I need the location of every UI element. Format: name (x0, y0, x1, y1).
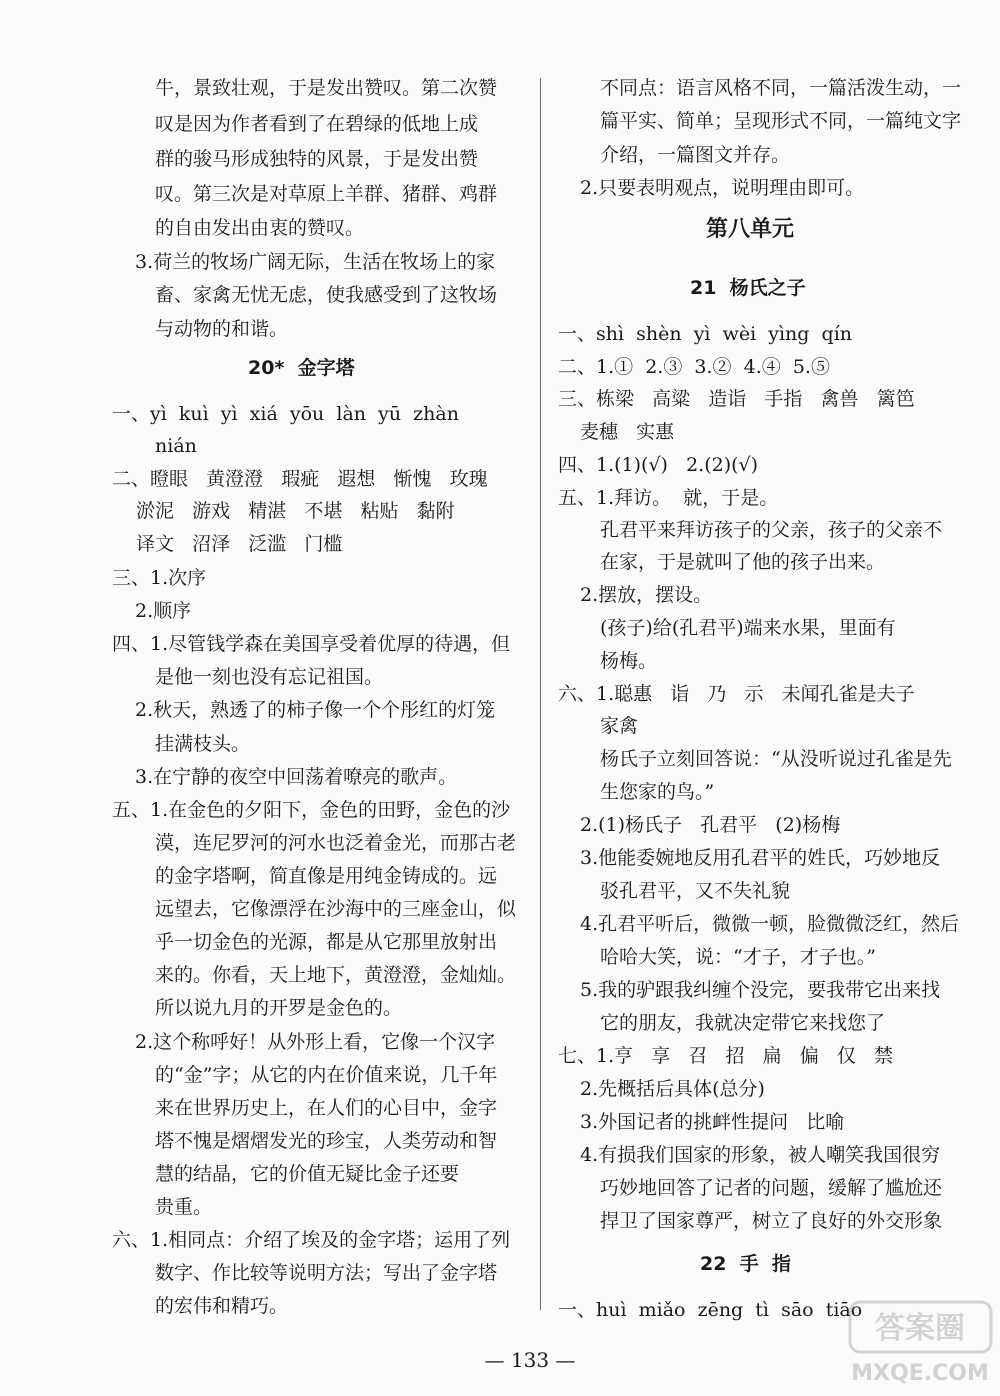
lesson-heading: 21 杨氏之子 (690, 277, 806, 299)
lesson-heading: 20* 金字塔 (248, 357, 355, 379)
text-line: 2.(1)杨氏子 孔君平 (2)杨梅 (580, 814, 841, 836)
text-line: 四、1.尽管钱学森在美国享受着优厚的待遇，但 (112, 633, 511, 655)
column-divider (540, 78, 541, 1310)
text-line: 麦穗 实惠 (580, 421, 675, 443)
unit-heading: 第八单元 (706, 217, 795, 242)
text-line: 的自由发出由衷的赞叹。 (155, 217, 365, 239)
text-line: 来在世界历史上，在人们的心目中，金字 (155, 1097, 498, 1119)
text-line: 篇平实、简单；呈现形式不同，一篇纯文字 (600, 110, 962, 132)
text-line: 5.我的驴跟我纠缠个没完，要我带它出来找 (580, 979, 941, 1001)
text-line: 叹。第三次是对草原上羊群、猪群、鸡群 (155, 183, 498, 205)
text-line: 杨氏子立刻回答说：“从没听说过孔雀是先 (600, 748, 952, 770)
text-line: nián (155, 435, 197, 457)
text-line: 3.荷兰的牧场广阔无际，生活在牧场上的家 (135, 251, 496, 273)
text-line: 在家，于是就叫了他的孩子出来。 (600, 551, 886, 573)
text-line: 远望去，它像漂浮在沙海中的三座金山，似 (155, 898, 517, 920)
text-line: 介绍，一篇图文并存。 (600, 144, 791, 166)
text-line: 译文 沼泽 泛滥 门槛 (136, 533, 343, 555)
text-line: 四、1.(1)(√) 2.(2)(√) (558, 454, 759, 476)
text-line: 淤泥 游戏 精湛 不堪 粘贴 黏附 (136, 500, 455, 522)
text-line: 三、1.次序 (112, 567, 207, 589)
text-line: 六、1.相同点：介绍了埃及的金字塔；运用了列 (112, 1229, 511, 1251)
text-line: 叹是因为作者看到了在碧绿的低地上成 (155, 113, 479, 135)
text-line: 畜、家禽无忧无虑，使我感受到了这牧场 (155, 284, 498, 306)
text-line: (孩子)给(孔君平)端来水果，里面有 (600, 617, 896, 639)
text-line: 一、yì kuì yì xiá yōu làn yū zhàn (112, 403, 459, 425)
page-number: — 133 — (484, 1348, 576, 1372)
text-line: 它的朋友，我就决定带它来找您了 (600, 1012, 886, 1034)
text-line: 2.秋天，熟透了的柿子像一个个彤红的灯笼 (135, 699, 496, 721)
text-line: 4.有损我们国家的形象，被人嘲笑我国很穷 (580, 1144, 941, 1166)
text-line: 五、1.拜访。 就，于是。 (558, 487, 779, 509)
text-line: 的金字塔啊，简直像是用纯金铸成的。远 (155, 865, 498, 887)
text-line: 的“金”字；从它的内在价值来说，几千年 (155, 1064, 498, 1086)
text-line: 一、shì shèn yì wèi yìng qín (558, 323, 853, 345)
text-line: 家禽 (600, 715, 639, 737)
text-line: 一、huì miǎo zēng tì sāo tiāo (558, 1299, 863, 1321)
text-line: 挂满枝头。 (155, 733, 251, 755)
text-line: 3.他能委婉地反用孔君平的姓氏，巧妙地反 (580, 847, 941, 869)
text-line: 贵重。 (155, 1196, 213, 1218)
text-line: 的宏伟和精巧。 (155, 1295, 289, 1317)
text-line: 巧妙地回答了记者的问题，缓解了尴尬还 (600, 1177, 943, 1199)
text-line: 五、1.在金色的夕阳下，金色的田野，金色的沙 (112, 799, 511, 821)
text-line: 二、瞪眼 黄澄澄 瑕疵 遐想 惭愧 玫瑰 (112, 468, 488, 490)
text-line: 是他一刻也没有忘记祖国。 (155, 666, 384, 688)
text-line: 漠，连尼罗河的河水也泛着金光，而那古老 (155, 832, 517, 854)
text-line: 孔君平来拜访孩子的父亲，孩子的父亲不 (600, 519, 943, 541)
text-line: 乎一切金色的光源，都是从它那里放射出 (155, 931, 498, 953)
text-line: 2.这个称呼好！从外形上看，它像一个汉字 (135, 1031, 496, 1053)
watermark-url: MXQE.COM (851, 1361, 989, 1386)
text-line: 牛，景致壮观，于是发出赞叹。第二次赞 (155, 77, 498, 99)
text-line: 3.外国记者的挑衅性提问 比喻 (580, 1111, 845, 1133)
text-line: 2.只要表明观点，说明理由即可。 (580, 177, 865, 199)
text-line: 3.在宁静的夜空中回荡着嘹亮的歌声。 (135, 766, 458, 788)
text-line: 三、栋梁 高粱 造诣 手指 禽兽 篱笆 (558, 388, 915, 410)
text-line: 与动物的和谐。 (155, 318, 289, 340)
text-line: 杨梅。 (600, 650, 658, 672)
text-line: 2.先概括后具体(总分) (580, 1078, 765, 1100)
text-line: 七、1.亨 享 召 招 扁 偏 仅 禁 (558, 1045, 893, 1067)
text-line: 生您家的鸟。” (600, 781, 715, 803)
text-line: 驳孔君平，又不失礼貌 (600, 880, 791, 902)
lesson-heading: 22 手 指 (700, 1253, 791, 1275)
text-line: 捍卫了国家尊严，树立了良好的外交形象 (600, 1210, 943, 1232)
text-line: 所以说九月的开罗是金色的。 (155, 997, 403, 1019)
text-line: 4.孔君平听后，微微一顿，脸微微泛红，然后 (580, 913, 960, 935)
text-line: 2.摆放，摆设。 (580, 584, 713, 606)
text-line: 不同点：语言风格不同，一篇活泼生动，一 (600, 77, 962, 99)
watermark-text: 答案圈 (875, 1311, 965, 1346)
text-line: 来的。你看，天上地下，黄澄澄，金灿灿。 (155, 964, 517, 986)
text-line: 六、1.聪惠 诣 乃 示 未闻孔雀是夫子 (558, 683, 915, 705)
text-line: 二、1.① 2.③ 3.② 4.④ 5.⑤ (558, 356, 830, 378)
text-line: 2.顺序 (135, 600, 192, 622)
watermark-logo (848, 1300, 993, 1386)
text-line: 慧的结晶，它的价值无疑比金子还要 (155, 1163, 460, 1185)
text-line: 塔不愧是熠熠发光的珍宝，人类劳动和智 (155, 1130, 498, 1152)
text-line: 数字、作比较等说明方法；写出了金字塔 (155, 1262, 498, 1284)
text-line: 哈哈大笑，说：“才子，才子也。” (600, 946, 876, 968)
text-line: 群的骏马形成独特的风景，于是发出赞 (155, 148, 479, 170)
